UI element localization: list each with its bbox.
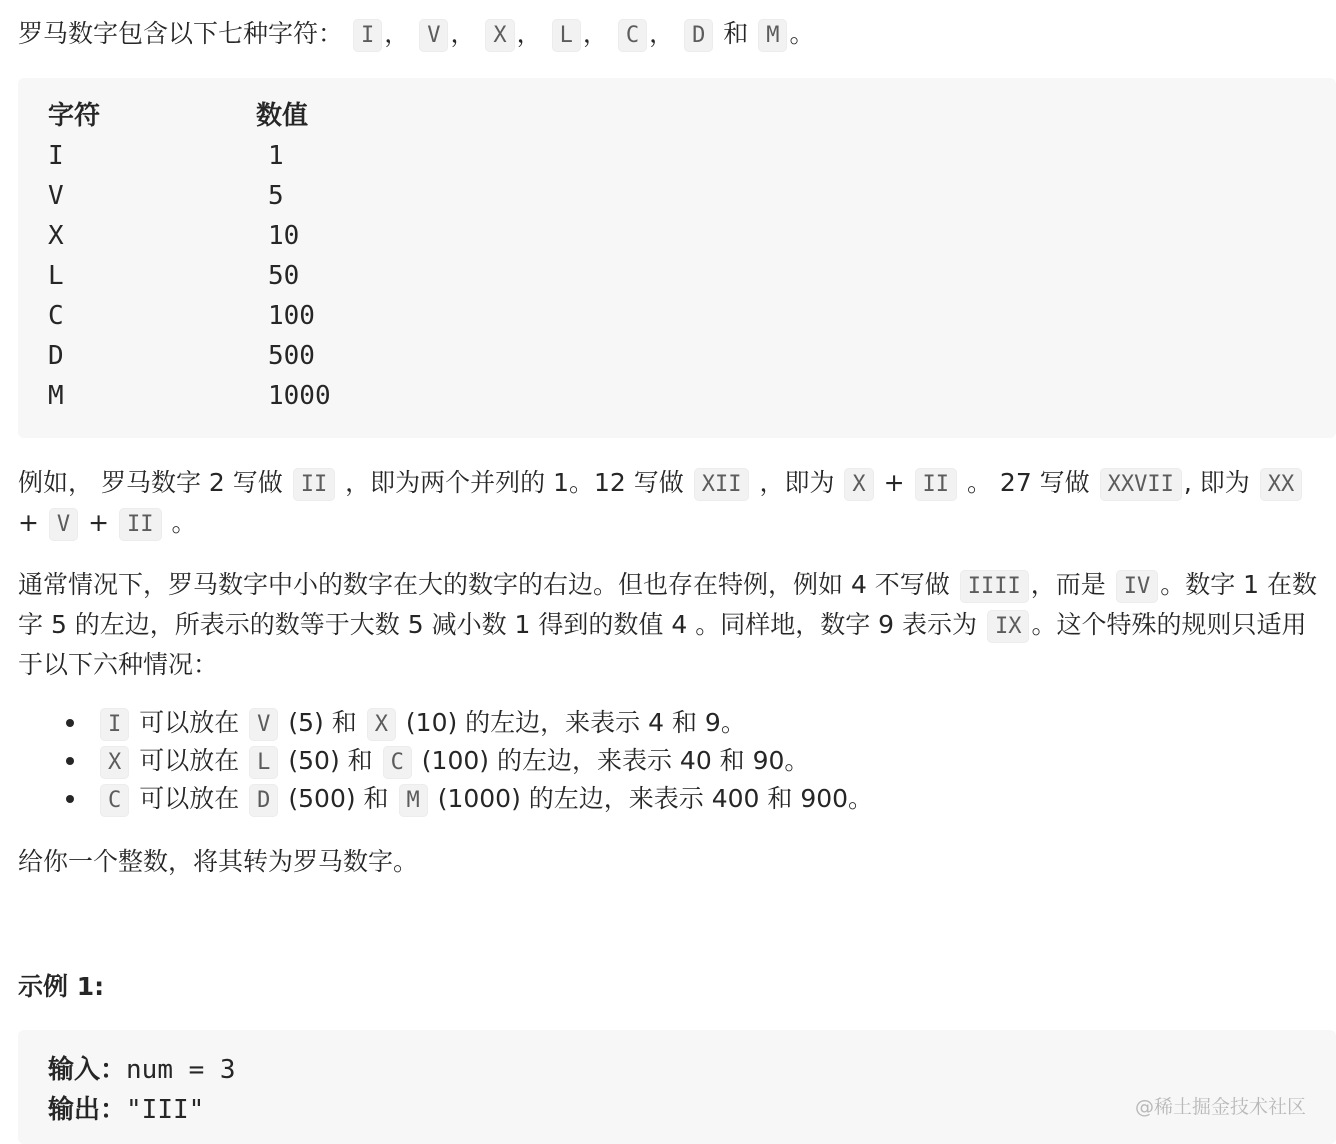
symbol-cell: I [48, 141, 64, 171]
value-cell: 1000 [268, 381, 331, 411]
text-span: 。这个特殊的规则只适用于以下六种情况： [18, 610, 1307, 679]
symbol-cell: M [48, 381, 64, 411]
list-item [98, 742, 873, 780]
value-cell: 100 [268, 301, 315, 331]
text-span: ，即为两个并列的 1。12 写做 [345, 468, 684, 497]
roman-code: X [100, 746, 129, 779]
header-symbol: 字符 [48, 101, 101, 131]
text-span: (100) 的左边，来表示 40 和 90。 [421, 746, 810, 775]
intro-paragraph [18, 15, 1324, 55]
period: 。 [171, 508, 197, 537]
plus-sign: + [883, 468, 905, 497]
char-code: M [758, 19, 787, 52]
value-cell: 5 [268, 181, 284, 211]
text-span: 。数字 1 在数字 5 的左边，所表示的数等于大数 5 减小数 1 得到的数值 4 。同样地，数字 9 表示为 [18, 570, 1318, 639]
text-span: 可以放在 [139, 784, 240, 813]
watermark: @稀土掘金技术社区 [1134, 1096, 1306, 1118]
symbol-value-table [18, 78, 1336, 438]
value-cell: 50 [268, 261, 300, 291]
roman-code: X [844, 468, 873, 501]
text-span: (50) 和 [288, 746, 373, 775]
task-statement: 给你一个整数，将其转为罗马数字。 [18, 847, 419, 876]
text-span: (1000) 的左边，来表示 400 和 900。 [437, 784, 874, 813]
list-item [98, 704, 873, 742]
roman-code: II [119, 508, 162, 541]
roman-code: V [49, 508, 78, 541]
roman-code: XII [694, 468, 750, 501]
roman-code: IIII [960, 570, 1029, 603]
char-code: L [552, 19, 581, 52]
example-paragraph [18, 464, 1324, 544]
separator: ， [582, 19, 608, 48]
symbol-cell: L [48, 261, 64, 291]
input-label: 输入： [48, 1055, 127, 1085]
text-span: ，而是 [1030, 570, 1106, 599]
separator: ， [384, 19, 410, 48]
char-code: V [419, 19, 448, 52]
roman-code: D [249, 784, 278, 817]
input-value: num = 3 [126, 1055, 236, 1085]
roman-code: M [399, 784, 428, 817]
intro-text: 罗马数字包含以下七种字符： [18, 19, 344, 48]
and-text: 和 [723, 19, 749, 48]
value-cell: 10 [268, 221, 300, 251]
text-span: 。 27 写做 [966, 468, 1090, 497]
char-code: X [485, 19, 514, 52]
symbol-cell: X [48, 221, 64, 251]
special-cases-list [18, 704, 873, 818]
example-title: 示例 1: [18, 972, 105, 1001]
roman-code: XXVII [1100, 468, 1182, 501]
text-span: (10) 的左边，来表示 4 和 9。 [405, 708, 746, 737]
char-code: C [618, 19, 647, 52]
roman-code: II [915, 468, 958, 501]
roman-code: X [367, 708, 396, 741]
text-span: 可以放在 [139, 708, 240, 737]
header-value: 数值 [256, 101, 309, 131]
roman-code: L [249, 746, 278, 779]
example-output-line [48, 1090, 204, 1130]
text-span: 通常情况下，罗马数字中小的数字在大的数字的右边。但也存在特例，例如 4 不写做 [18, 570, 950, 599]
roman-code: C [383, 746, 412, 779]
roman-code: C [100, 784, 129, 817]
value-cell: 1 [268, 141, 284, 171]
char-code: I [353, 19, 382, 52]
roman-code: XX [1260, 468, 1303, 501]
text-span: 可以放在 [139, 746, 240, 775]
text-span: ，即为 [759, 468, 835, 497]
example-input-line [48, 1050, 236, 1090]
roman-code: V [249, 708, 278, 741]
char-code: D [684, 19, 713, 52]
value-cell: 500 [268, 341, 315, 371]
plus-sign: + [18, 508, 39, 537]
output-label: 输出： [48, 1095, 127, 1125]
separator: ， [649, 19, 675, 48]
text-span: (5) 和 [288, 708, 357, 737]
symbol-cell: D [48, 341, 64, 371]
text-span: (500) 和 [288, 784, 389, 813]
period: 。 [789, 19, 815, 48]
rule-paragraph [18, 566, 1324, 684]
separator: ， [450, 19, 476, 48]
roman-code: IX [987, 610, 1030, 643]
roman-code: IV [1116, 570, 1159, 603]
plus-sign: + [88, 508, 110, 537]
symbol-cell: V [48, 181, 64, 211]
output-value: "III" [126, 1095, 205, 1125]
list-item [98, 780, 873, 818]
separator: ， [516, 19, 542, 48]
roman-code: II [293, 468, 336, 501]
text-span: 例如， 罗马数字 2 写做 [18, 468, 283, 497]
roman-code: I [100, 708, 129, 741]
example-code-block [18, 1030, 1336, 1144]
text-span: , 即为 [1183, 468, 1250, 497]
symbol-cell: C [48, 301, 64, 331]
